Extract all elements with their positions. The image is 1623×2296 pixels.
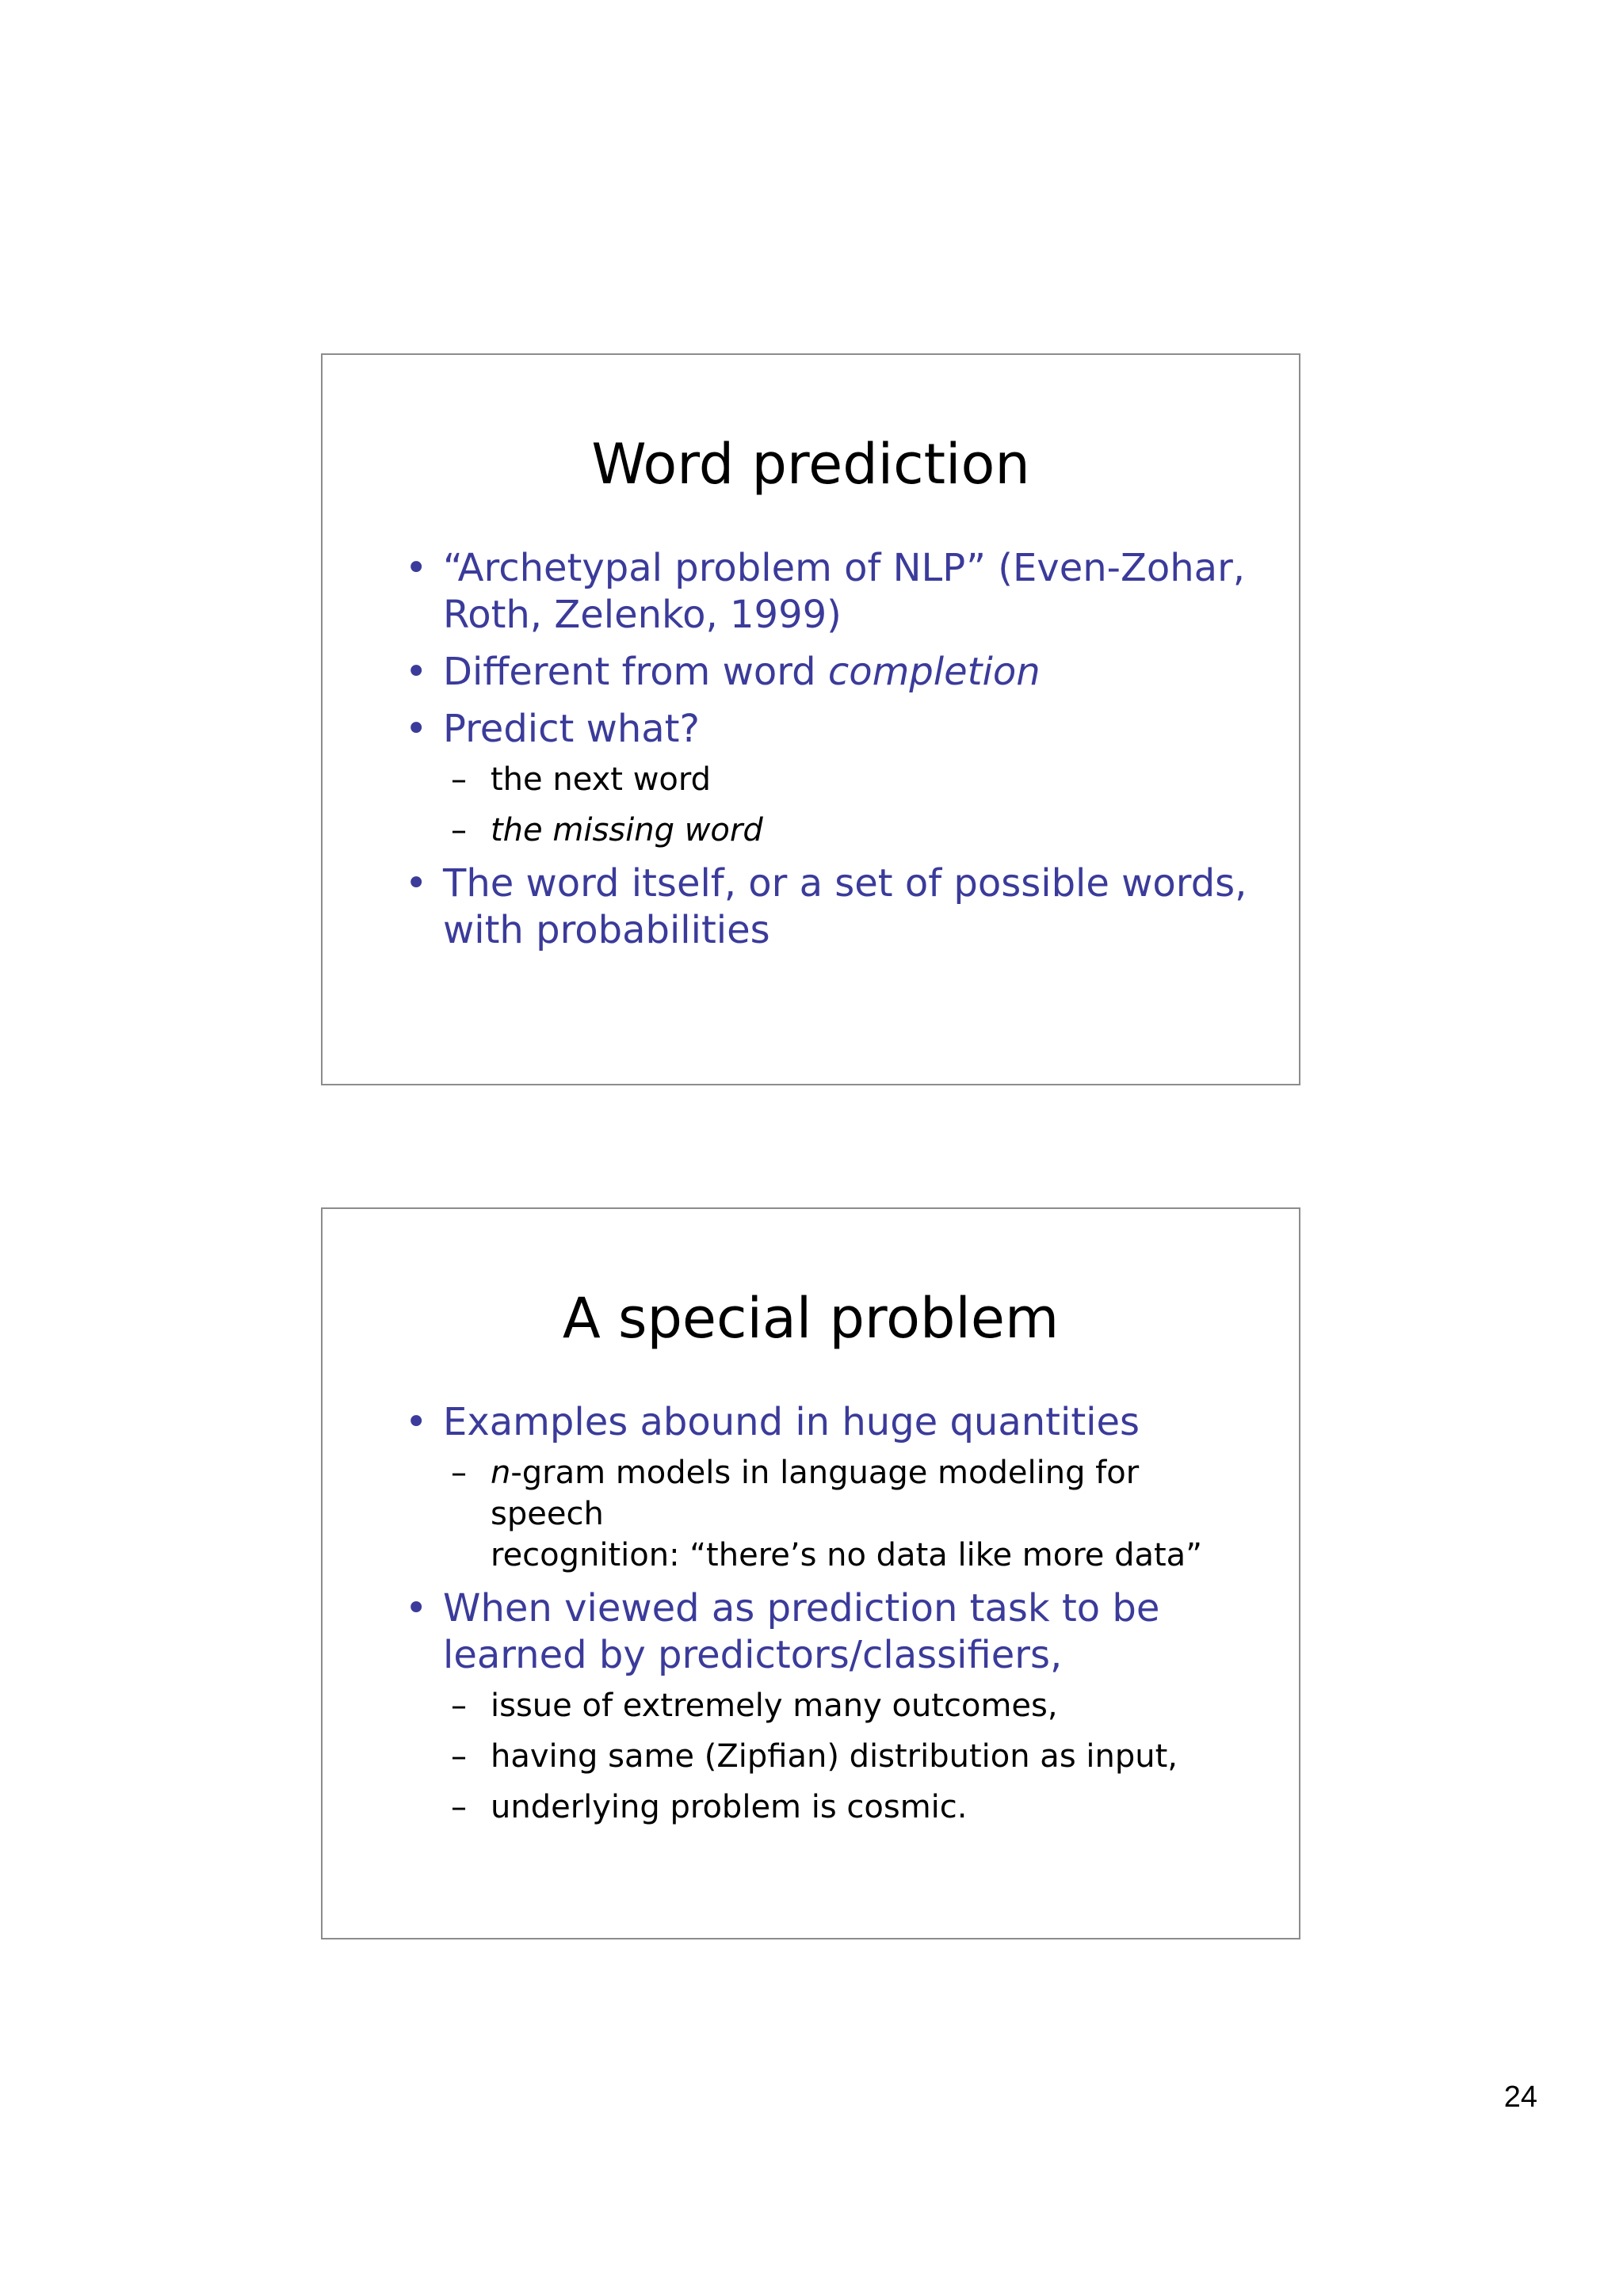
bullet-text-line-2: learned by predictors/classifiers, (443, 1633, 1063, 1677)
bullet-item (402, 860, 1251, 954)
dash-marker: – (451, 761, 467, 798)
dash-marker: – (451, 1455, 467, 1491)
sub-text-line-2: recognition: “there’s no data like more data” (491, 1537, 1202, 1573)
sub-text: issue of extremely many outcomes, (491, 1688, 1058, 1724)
slide-content (402, 545, 1251, 964)
bullet-item (402, 649, 1251, 696)
bullet-text-line-1: The word itself, or a set of possible words, (443, 861, 1247, 906)
slide-special-problem (321, 1207, 1300, 1939)
bullet-marker: • (405, 650, 428, 694)
bullet-text: Predict what? (443, 707, 700, 751)
sub-item (402, 759, 1251, 800)
sub-item (402, 810, 1251, 851)
bullet-marker: • (405, 861, 428, 906)
bullet-item (402, 1585, 1251, 1679)
slide-title: A special problem (562, 1286, 1060, 1351)
bullet-item (402, 545, 1251, 639)
sub-text: the next word (491, 761, 712, 798)
page-number: 24 (1503, 2081, 1537, 2114)
dash-marker: – (451, 1789, 467, 1825)
slide-content (402, 1399, 1251, 1837)
bullet-item (402, 1399, 1251, 1446)
bullet-emphasis: completion (827, 650, 1041, 694)
sub-text: the missing word (491, 812, 763, 849)
bullet-text: Different from word (443, 650, 828, 694)
dash-marker: – (451, 812, 467, 849)
bullet-text-line-2: with probabilities (443, 908, 770, 952)
dash-marker: – (451, 1738, 467, 1775)
bullet-item (402, 706, 1251, 753)
sub-item (402, 1736, 1251, 1777)
bullet-text: Examples abound in huge quantities (443, 1400, 1140, 1444)
bullet-text-line-1: “Archetypal problem of NLP” (Even-Zohar, (443, 546, 1246, 590)
sub-item (402, 1787, 1251, 1828)
bullet-text-line-1: When viewed as prediction task to be (443, 1586, 1160, 1630)
bullet-marker: • (405, 1400, 428, 1444)
bullet-marker: • (405, 1586, 428, 1630)
bullet-marker: • (405, 546, 428, 590)
bullet-text-line-2: Roth, Zelenko, 1999) (443, 593, 842, 637)
sub-text: having same (Zipfian) distribution as input, (491, 1738, 1178, 1775)
sub-item (402, 1452, 1251, 1576)
bullet-marker: • (405, 707, 428, 751)
slide-word-prediction (321, 353, 1300, 1085)
dash-marker: – (451, 1688, 467, 1724)
sub-text-line-1: -gram models in language modeling for speech (491, 1455, 1140, 1532)
sub-item (402, 1685, 1251, 1726)
sub-emphasis: n (491, 1455, 511, 1491)
sub-text: underlying problem is cosmic. (491, 1789, 968, 1825)
slide-title: Word prediction (591, 432, 1030, 497)
